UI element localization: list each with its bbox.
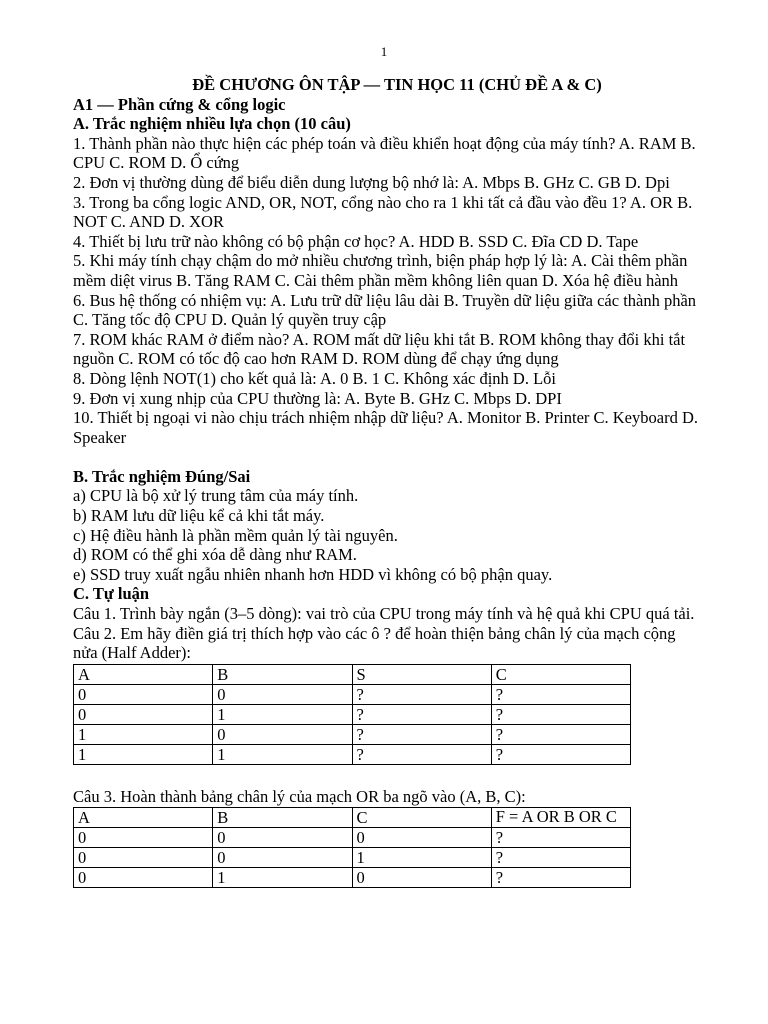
statement-item: c) Hệ điều hành là phần mềm quản lý tài nguyên. <box>73 525 398 545</box>
document-body <box>73 75 703 888</box>
table-cell: 0 <box>213 684 352 704</box>
table-cell: 1 <box>74 724 213 744</box>
table-cell: 0 <box>213 724 352 744</box>
table-cell: 0 <box>74 828 213 848</box>
question-item: 9. Đơn vị xung nhịp của CPU thường là: A. Byte B. GHz C. Mbps D. DPI <box>73 388 562 408</box>
part-c-heading: C. Tự luận <box>73 584 150 604</box>
table-cell: 1 <box>352 848 491 868</box>
table-row <box>74 848 631 868</box>
table-cell: 0 <box>352 868 491 888</box>
statement-item: e) SSD truy xuất ngẫu nhiên nhanh hơn HDD vì không có bộ phận quay. <box>73 564 553 584</box>
section-heading-a1: A1 — Phần cứng & cổng logic <box>73 94 286 114</box>
table-cell: 0 <box>213 828 352 848</box>
table-cell: ? <box>491 828 630 848</box>
table-cell: 1 <box>213 868 352 888</box>
question-item: 5. Khi máy tính chạy chậm do mở nhiều chương trình, biện pháp hợp lý là: A. Cài thêm phần mềm diệt virus B. Tăng RAM C. Cài thêm phần mềm không liên quan D. Xóa hệ điều hành <box>73 251 688 290</box>
table-cell: ? <box>491 684 630 704</box>
or-gate-truth-table <box>73 807 631 888</box>
table-row <box>74 744 631 764</box>
table-cell: 0 <box>74 684 213 704</box>
page-number: 1 <box>380 44 388 59</box>
table-row <box>74 828 631 848</box>
table-cell: ? <box>352 684 491 704</box>
table-cell: 0 <box>352 828 491 848</box>
table-header-cell: B <box>213 808 352 828</box>
table-cell: ? <box>352 724 491 744</box>
table-cell: ? <box>491 704 630 724</box>
statement-item: a) CPU là bộ xử lý trung tâm của máy tính. <box>73 486 359 506</box>
statement-item: d) ROM có thể ghi xóa dễ dàng như RAM. <box>73 545 357 565</box>
question-item: 2. Đơn vị thường dùng để biểu diễn dung lượng bộ nhớ là: A. Mbps B. GHz C. GB D. Dpi <box>73 172 670 192</box>
table-cell: 0 <box>74 704 213 724</box>
table-cell: 1 <box>213 704 352 724</box>
question-item: 3. Trong ba cổng logic AND, OR, NOT, cổng nào cho ra 1 khi tất cả đầu vào đều 1? A. OR B. NOT C. AND D. XOR <box>73 192 693 232</box>
half-adder-truth-table <box>73 664 631 765</box>
question-item: 7. ROM khác RAM ở điểm nào? A. ROM mất dữ liệu khi tắt B. ROM không thay đổi khi tắt nguồn C. ROM có tốc độ cao hơn RAM D. ROM dùng để chạy ứng dụng <box>73 329 686 369</box>
multiple-choice-list <box>73 134 703 448</box>
part-a-heading: A. Trắc nghiệm nhiều lựa chọn (10 câu) <box>73 114 351 134</box>
spacer <box>73 447 703 467</box>
table-header-cell: S <box>352 664 491 684</box>
table-header-row <box>74 808 631 828</box>
essay-question-2: Câu 2. Em hãy điền giá trị thích hợp vào các ô ? để hoàn thiện bảng chân lý của mạch cộng nửa (Half Adder): <box>73 623 676 663</box>
table-row <box>74 704 631 724</box>
table-cell: 0 <box>74 868 213 888</box>
table-cell: ? <box>352 744 491 764</box>
table-header-row <box>74 664 631 684</box>
essay-question-3: Câu 3. Hoàn thành bảng chân lý của mạch OR ba ngõ vào (A, B, C): <box>73 786 526 806</box>
table-cell: 0 <box>213 848 352 868</box>
table-cell: ? <box>491 848 630 868</box>
table-row <box>74 684 631 704</box>
table-cell: 0 <box>74 848 213 868</box>
statement-item: b) RAM lưu dữ liệu kể cả khi tắt máy. <box>73 506 325 526</box>
table-cell: 1 <box>74 744 213 764</box>
essay-question-1: Câu 1. Trình bày ngắn (3–5 dòng): vai trò của CPU trong máy tính và hệ quả khi CPU quá tải. <box>73 604 695 624</box>
table-header-cell: C <box>352 808 491 828</box>
table-row <box>74 868 631 888</box>
table-row <box>74 724 631 744</box>
table-header-cell: A <box>74 664 213 684</box>
table-cell: ? <box>491 744 630 764</box>
document-title: ĐỀ CHƯƠNG ÔN TẬP — TIN HỌC 11 (CHỦ ĐỀ A & C) <box>192 75 602 94</box>
true-false-list <box>73 486 703 584</box>
question-item: 4. Thiết bị lưu trữ nào không có bộ phận cơ học? A. HDD B. SSD C. Đĩa CD D. Tape <box>73 231 639 251</box>
question-item: 6. Bus hệ thống có nhiệm vụ: A. Lưu trữ dữ liệu lâu dài B. Truyền dữ liệu giữa các thành phần C. Tăng tốc độ CPU D. Quản lý quyền truy cập <box>73 290 697 330</box>
table-cell: ? <box>491 724 630 744</box>
table-cell: ? <box>491 868 630 888</box>
table-header-cell: B <box>213 664 352 684</box>
table-cell: 1 <box>213 744 352 764</box>
question-item: 8. Dòng lệnh NOT(1) cho kết quả là: A. 0 B. 1 C. Không xác định D. Lỗi <box>73 368 557 388</box>
table-header-cell: F = A OR B OR C <box>491 808 630 828</box>
table-header-cell: A <box>74 808 213 828</box>
table-header-cell: C <box>491 664 630 684</box>
question-item: 1. Thành phần nào thực hiện các phép toán và điều khiển hoạt động của máy tính? A. RAM B. CPU C. ROM D. Ổ cứng <box>73 133 696 173</box>
part-b-heading: B. Trắc nghiệm Đúng/Sai <box>73 466 251 486</box>
spacer <box>73 765 703 787</box>
table-cell: ? <box>352 704 491 724</box>
question-item: 10. Thiết bị ngoại vi nào chịu trách nhiệm nhập dữ liệu? A. Monitor B. Printer C. Keyboard D. Speaker <box>73 408 698 447</box>
